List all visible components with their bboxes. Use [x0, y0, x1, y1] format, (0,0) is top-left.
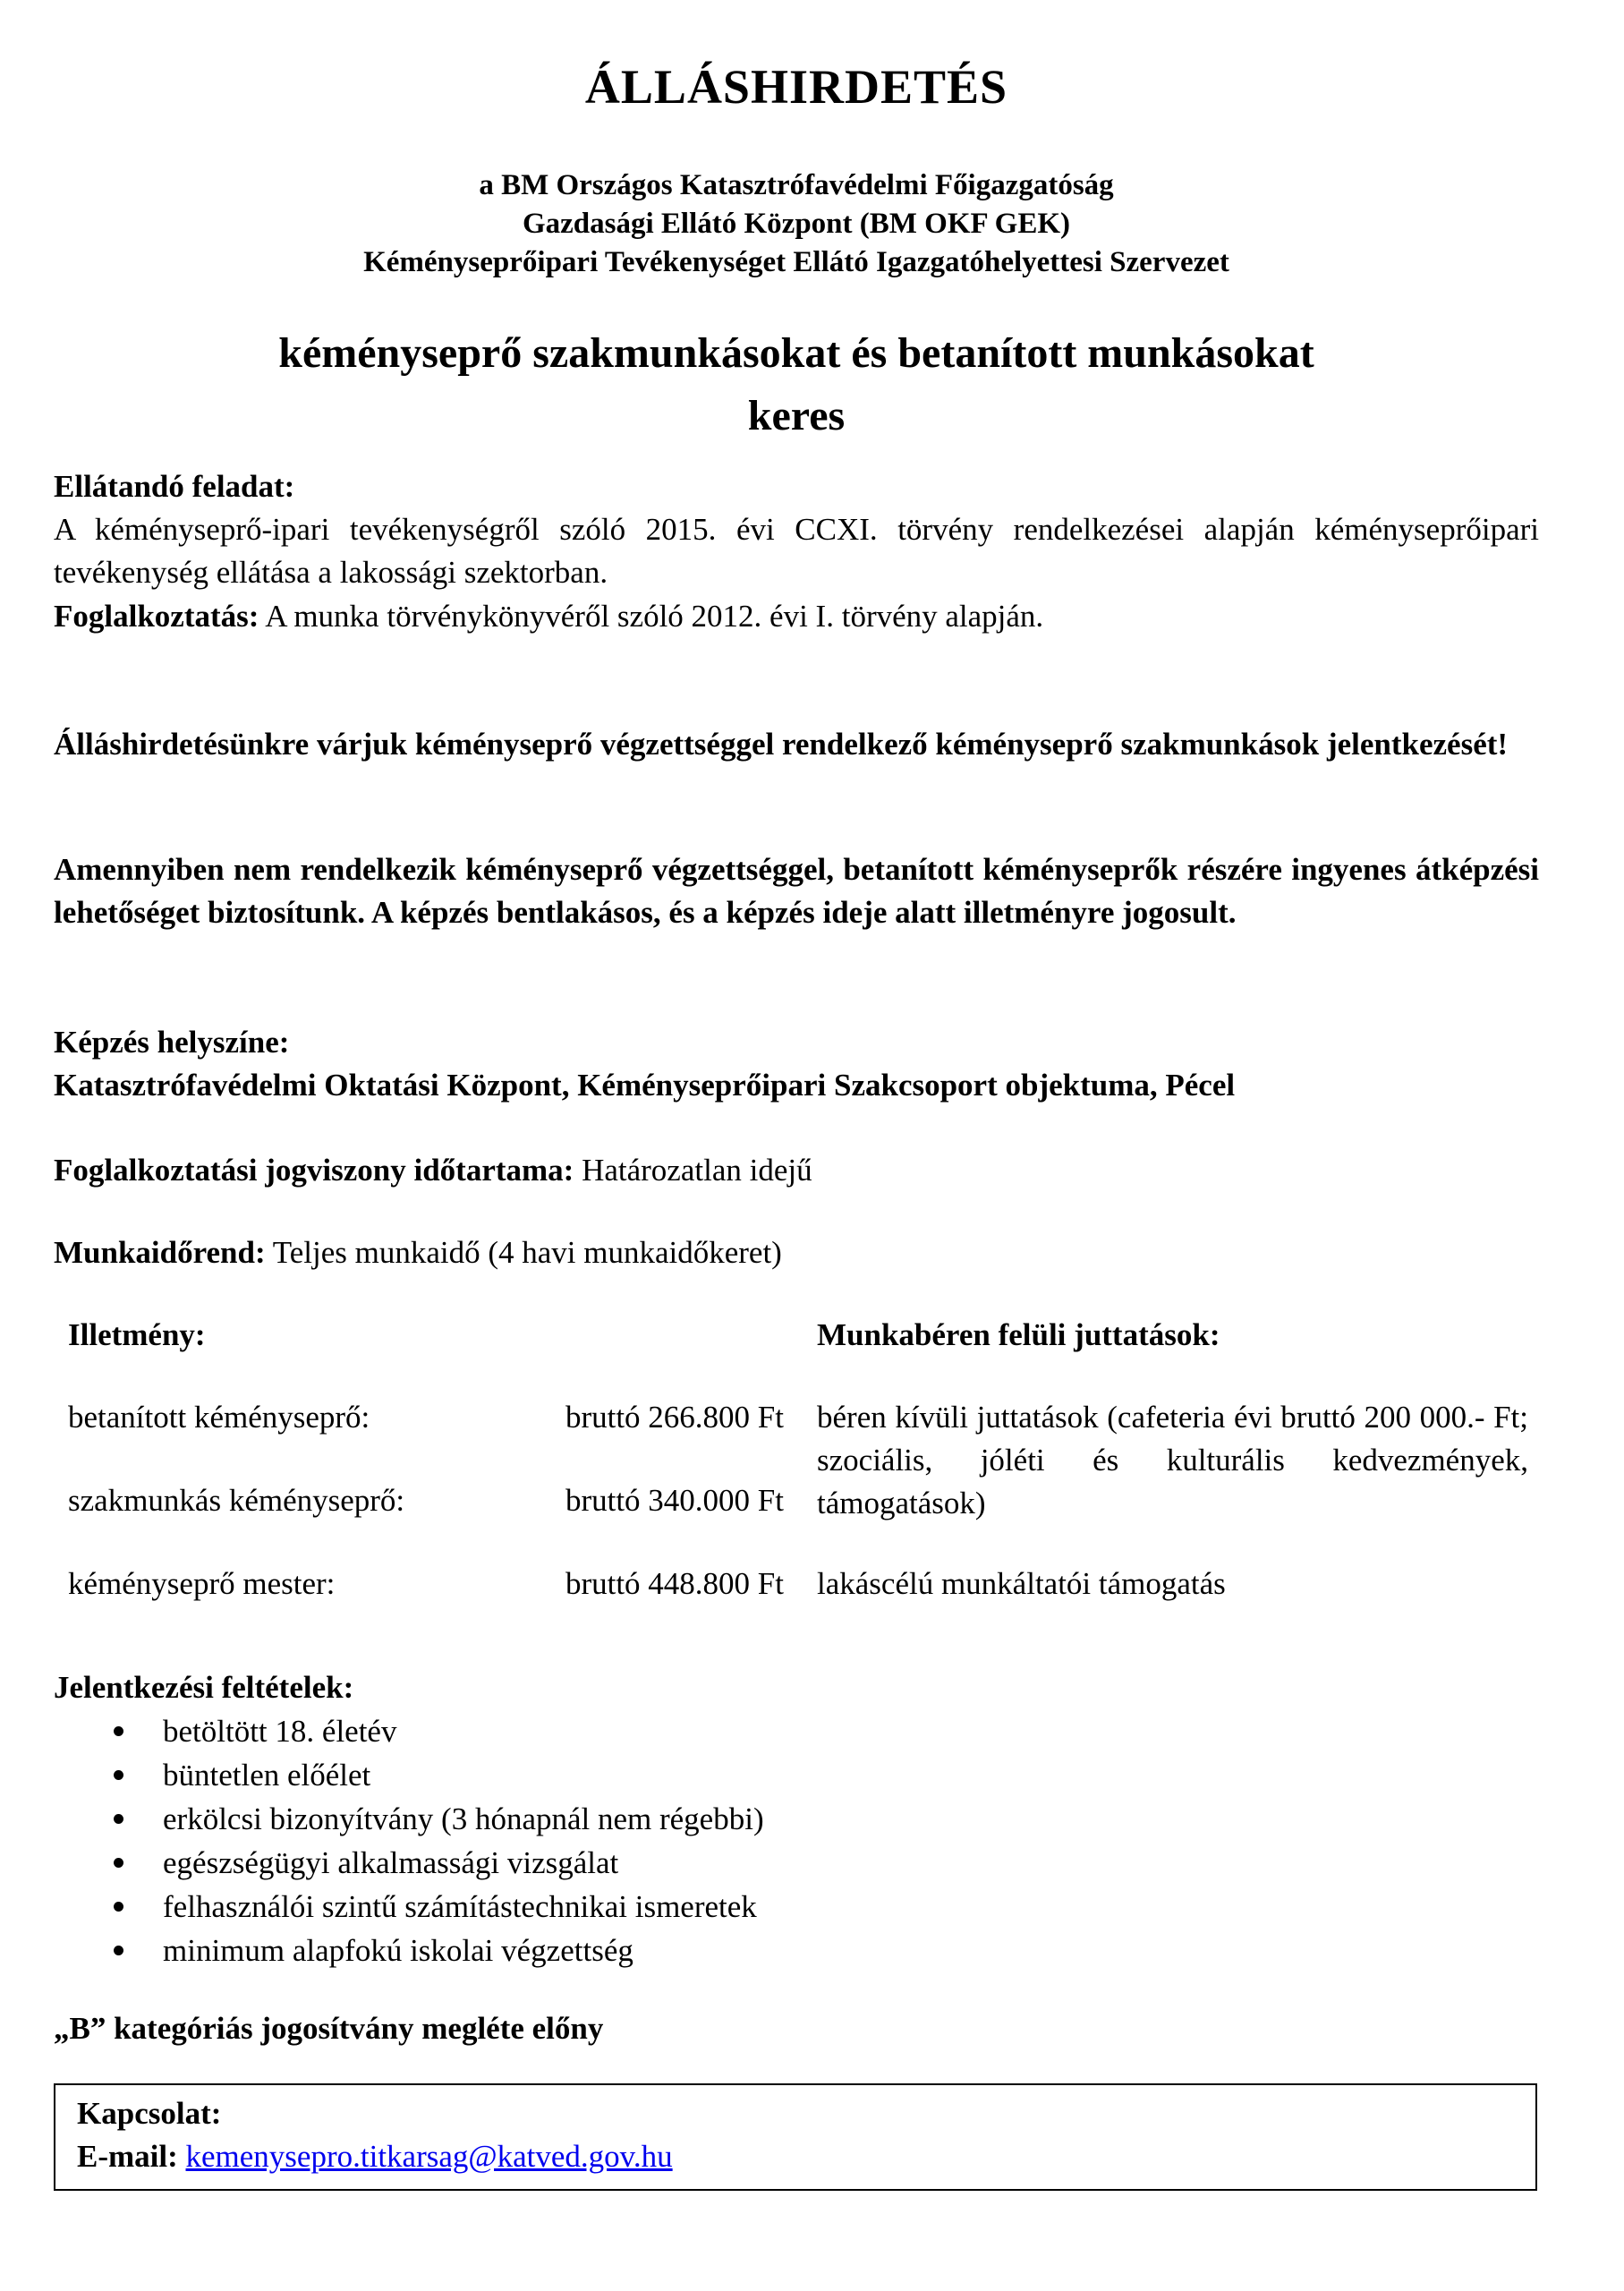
salary-row — [68, 1563, 784, 1605]
salary-row-value: bruttó 340.000 Ft — [565, 1483, 784, 1518]
salary-row-value: bruttó 266.800 Ft — [565, 1400, 784, 1435]
contact-box — [54, 2083, 1537, 2191]
job-headline-line-2: keres — [747, 392, 846, 439]
salary-row-value: bruttó 448.800 Ft — [565, 1566, 784, 1601]
organization-line-3: Kéményseprőipari Tevékenységet Ellátó Igazgatóhelyettesi Szervezet — [363, 246, 1229, 278]
salary-row-label: kéményseprő mester: — [68, 1566, 336, 1601]
training-offer-text: Amennyiben nem rendelkezik kéményseprő végzettséggel, betanított kéményseprők részére ingyenes átképzési lehetőséget biztosítunk. A képzés bentlakásos, és a képzés ideje alatt illetményre jogosult. — [54, 852, 1539, 930]
bullet-icon — [114, 1726, 123, 1736]
employment-text: A munka törvénykönyvéről szóló 2012. évi I. törvény alapján. — [259, 599, 1044, 634]
salary-row-label: betanított kéményseprő: — [68, 1400, 370, 1435]
task-heading: Ellátandó feladat: — [54, 469, 295, 504]
task-text: A kéményseprő-ipari tevékenységről szóló 2015. évi CCXI. törvény rendelkezései alapján kéményseprőipari tevékenység ellátása a lakossági szektorban. — [54, 512, 1539, 590]
requirement-item: felhasználói szintű számítástechnikai ismeretek — [54, 1885, 1539, 1929]
requirement-item: egészségügyi alkalmassági vizsgálat — [54, 1841, 1539, 1885]
requirements-list — [54, 1709, 1539, 1972]
bullet-icon — [114, 1770, 123, 1780]
benefits-item-cafeteria: béren kívüli juttatások (cafeteria évi bruttó 200 000.- Ft; szociális, jóléti és kulturális kedvezmények, támogatások) — [817, 1400, 1528, 1520]
organization-block — [54, 166, 1539, 282]
email-label: E-mail: — [77, 2139, 178, 2174]
bullet-icon — [114, 1858, 123, 1868]
duration-label: Foglalkoztatási jogviszony időtartama: — [54, 1153, 574, 1188]
bullet-icon — [114, 1902, 123, 1912]
requirements-heading: Jelentkezési feltételek: — [54, 1670, 354, 1705]
invite-text: Álláshirdetésünkre várjuk kéményseprő végzettséggel rendelkező kéményseprő szakmunkások jelentkezését! — [54, 727, 1509, 762]
contact-content — [77, 2092, 673, 2178]
training-location-heading: Képzés helyszíne: — [54, 1025, 290, 1060]
organization-line-1: a BM Országos Katasztrófavédelmi Főigazgatóság — [479, 169, 1114, 201]
requirement-item: betöltött 18. életév — [54, 1709, 1539, 1753]
job-headline-line-1: kéményseprő szakmunkásokat és betanított munkásokat — [278, 329, 1314, 377]
requirement-item: erkölcsi bizonyítvány (3 hónapnál nem régebbi) — [54, 1797, 1539, 1841]
work-schedule-label: Munkaidőrend: — [54, 1235, 266, 1270]
salary-row-label: szakmunkás kéményseprő: — [68, 1483, 405, 1518]
requirement-item: minimum alapfokú iskolai végzettség — [54, 1929, 1539, 1972]
document-title: ÁLLÁSHIRDETÉS — [584, 60, 1008, 114]
bullet-icon — [114, 1946, 123, 1955]
contact-email-row — [77, 2135, 673, 2178]
duration-section — [54, 1149, 1539, 1192]
bullet-icon — [114, 1814, 123, 1824]
salary-row — [68, 1479, 784, 1522]
email-link[interactable]: kemenysepro.titkarsag@katved.gov.hu — [185, 2139, 673, 2174]
requirement-item: büntetlen előélet — [54, 1753, 1539, 1797]
organization-line-2: Gazdasági Ellátó Központ (BM OKF GEK) — [522, 208, 1071, 240]
requirements-section — [54, 1666, 1539, 1972]
employment-section — [54, 595, 1539, 638]
job-headline — [54, 322, 1539, 447]
duration-value: Határozatlan idejű — [574, 1153, 812, 1188]
benefits-item-housing: lakáscélú munkáltatói támogatás — [817, 1566, 1226, 1601]
contact-heading: Kapcsolat: — [77, 2096, 222, 2131]
employment-label: Foglalkoztatás: — [54, 599, 259, 634]
task-section — [54, 465, 1539, 594]
work-schedule-value: Teljes munkaidő (4 havi munkaidőkeret) — [265, 1235, 782, 1270]
salary-heading: Illetmény: — [68, 1317, 206, 1352]
salary-row — [68, 1396, 784, 1439]
benefits-heading: Munkabéren felüli juttatások: — [817, 1317, 1220, 1352]
training-location-text: Katasztrófavédelmi Oktatási Központ, Kéményseprőipari Szakcsoport objektuma, Pécel — [54, 1068, 1236, 1103]
work-schedule-section — [54, 1231, 1539, 1274]
license-note: „B” kategóriás jogosítvány megléte előny — [54, 2011, 604, 2046]
training-location-section — [54, 1021, 1539, 1107]
